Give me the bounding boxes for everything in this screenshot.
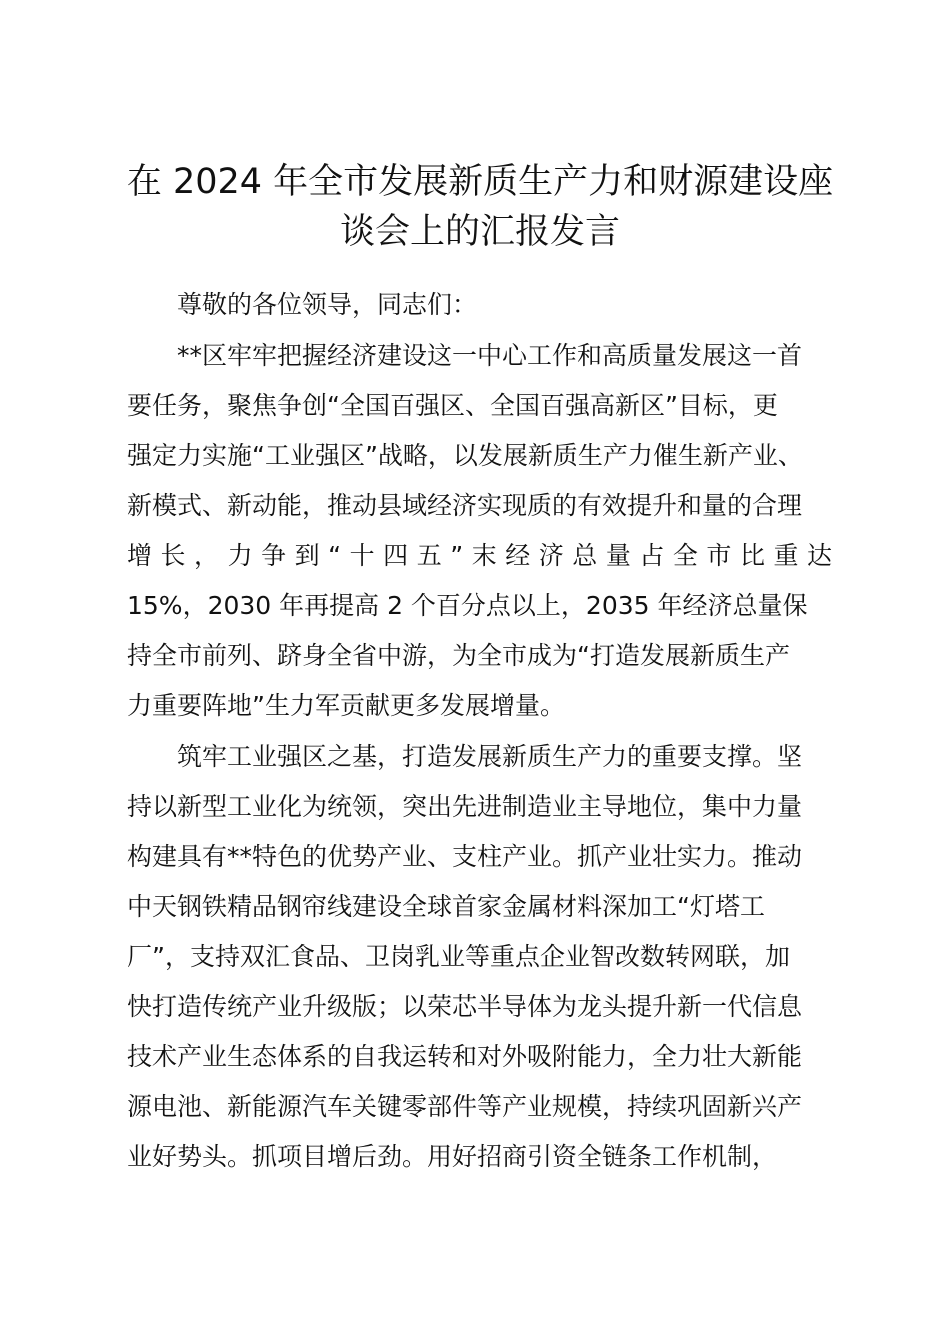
p2-line-6: 快打造传统产业升级版；以荣芯半导体为龙头提升新一代信息 bbox=[127, 992, 803, 1021]
p2-line-3: 构建具有**特色的优势产业、支柱产业。抓产业壮实力。推动 bbox=[127, 842, 803, 871]
p2-line-8: 源电池、新能源汽车关键零部件等产业规模，持续巩固新兴产 bbox=[127, 1092, 803, 1121]
p1-line-6: 15%，2030 年再提高 2 个百分点以上，2035 年经济总量保 bbox=[127, 591, 808, 620]
p1-line-1: **区牢牢把握经济建设这一中心工作和高质量发展这一首 bbox=[177, 341, 803, 370]
p2-line-9: 业好势头。抓项目增后劲。用好招商引资全链条工作机制， bbox=[127, 1142, 778, 1171]
p1-line-7: 持全市前列、跻身全省中游，为全市成为“打造发展新质生产 bbox=[127, 641, 790, 670]
p1-line-8: 力重要阵地”生力军贡献更多发展增量。 bbox=[127, 691, 565, 720]
p2-line-1: 筑牢工业强区之基，打造发展新质生产力的重要支撑。坚 bbox=[177, 742, 803, 771]
p1-line-5: 增长，力争到“十四五”末经济总量占全市比重达 bbox=[127, 541, 832, 570]
p1-line-4: 新模式、新动能，推动县域经济实现质的有效提升和量的合理 bbox=[127, 491, 803, 520]
p2-line-5: 厂”，支持双汇食品、卫岗乳业等重点企业智改数转网联，加 bbox=[127, 942, 790, 971]
title-line-1: 在 2024 年全市发展新质生产力和财源建设座 bbox=[126, 162, 834, 202]
p2-line-2: 持以新型工业化为统领，突出先进制造业主导地位，集中力量 bbox=[127, 792, 803, 821]
title-line-2: 谈会上的汇报发言 bbox=[339, 212, 620, 252]
p2-line-4: 中天钢铁精品钢帘线建设全球首家金属材料深加工“灯塔工 bbox=[127, 892, 765, 921]
p2-line-7: 技术产业生态体系的自我运转和对外吸附能力，全力壮大新能 bbox=[127, 1042, 803, 1071]
greeting: 尊敬的各位领导，同志们： bbox=[177, 290, 478, 319]
p1-line-3: 强定力实施“工业强区”战略，以发展新质生产力催生新产业、 bbox=[127, 441, 803, 470]
p1-line-2: 要任务，聚焦争创“全国百强区、全国百强高新区”目标，更 bbox=[127, 391, 778, 420]
